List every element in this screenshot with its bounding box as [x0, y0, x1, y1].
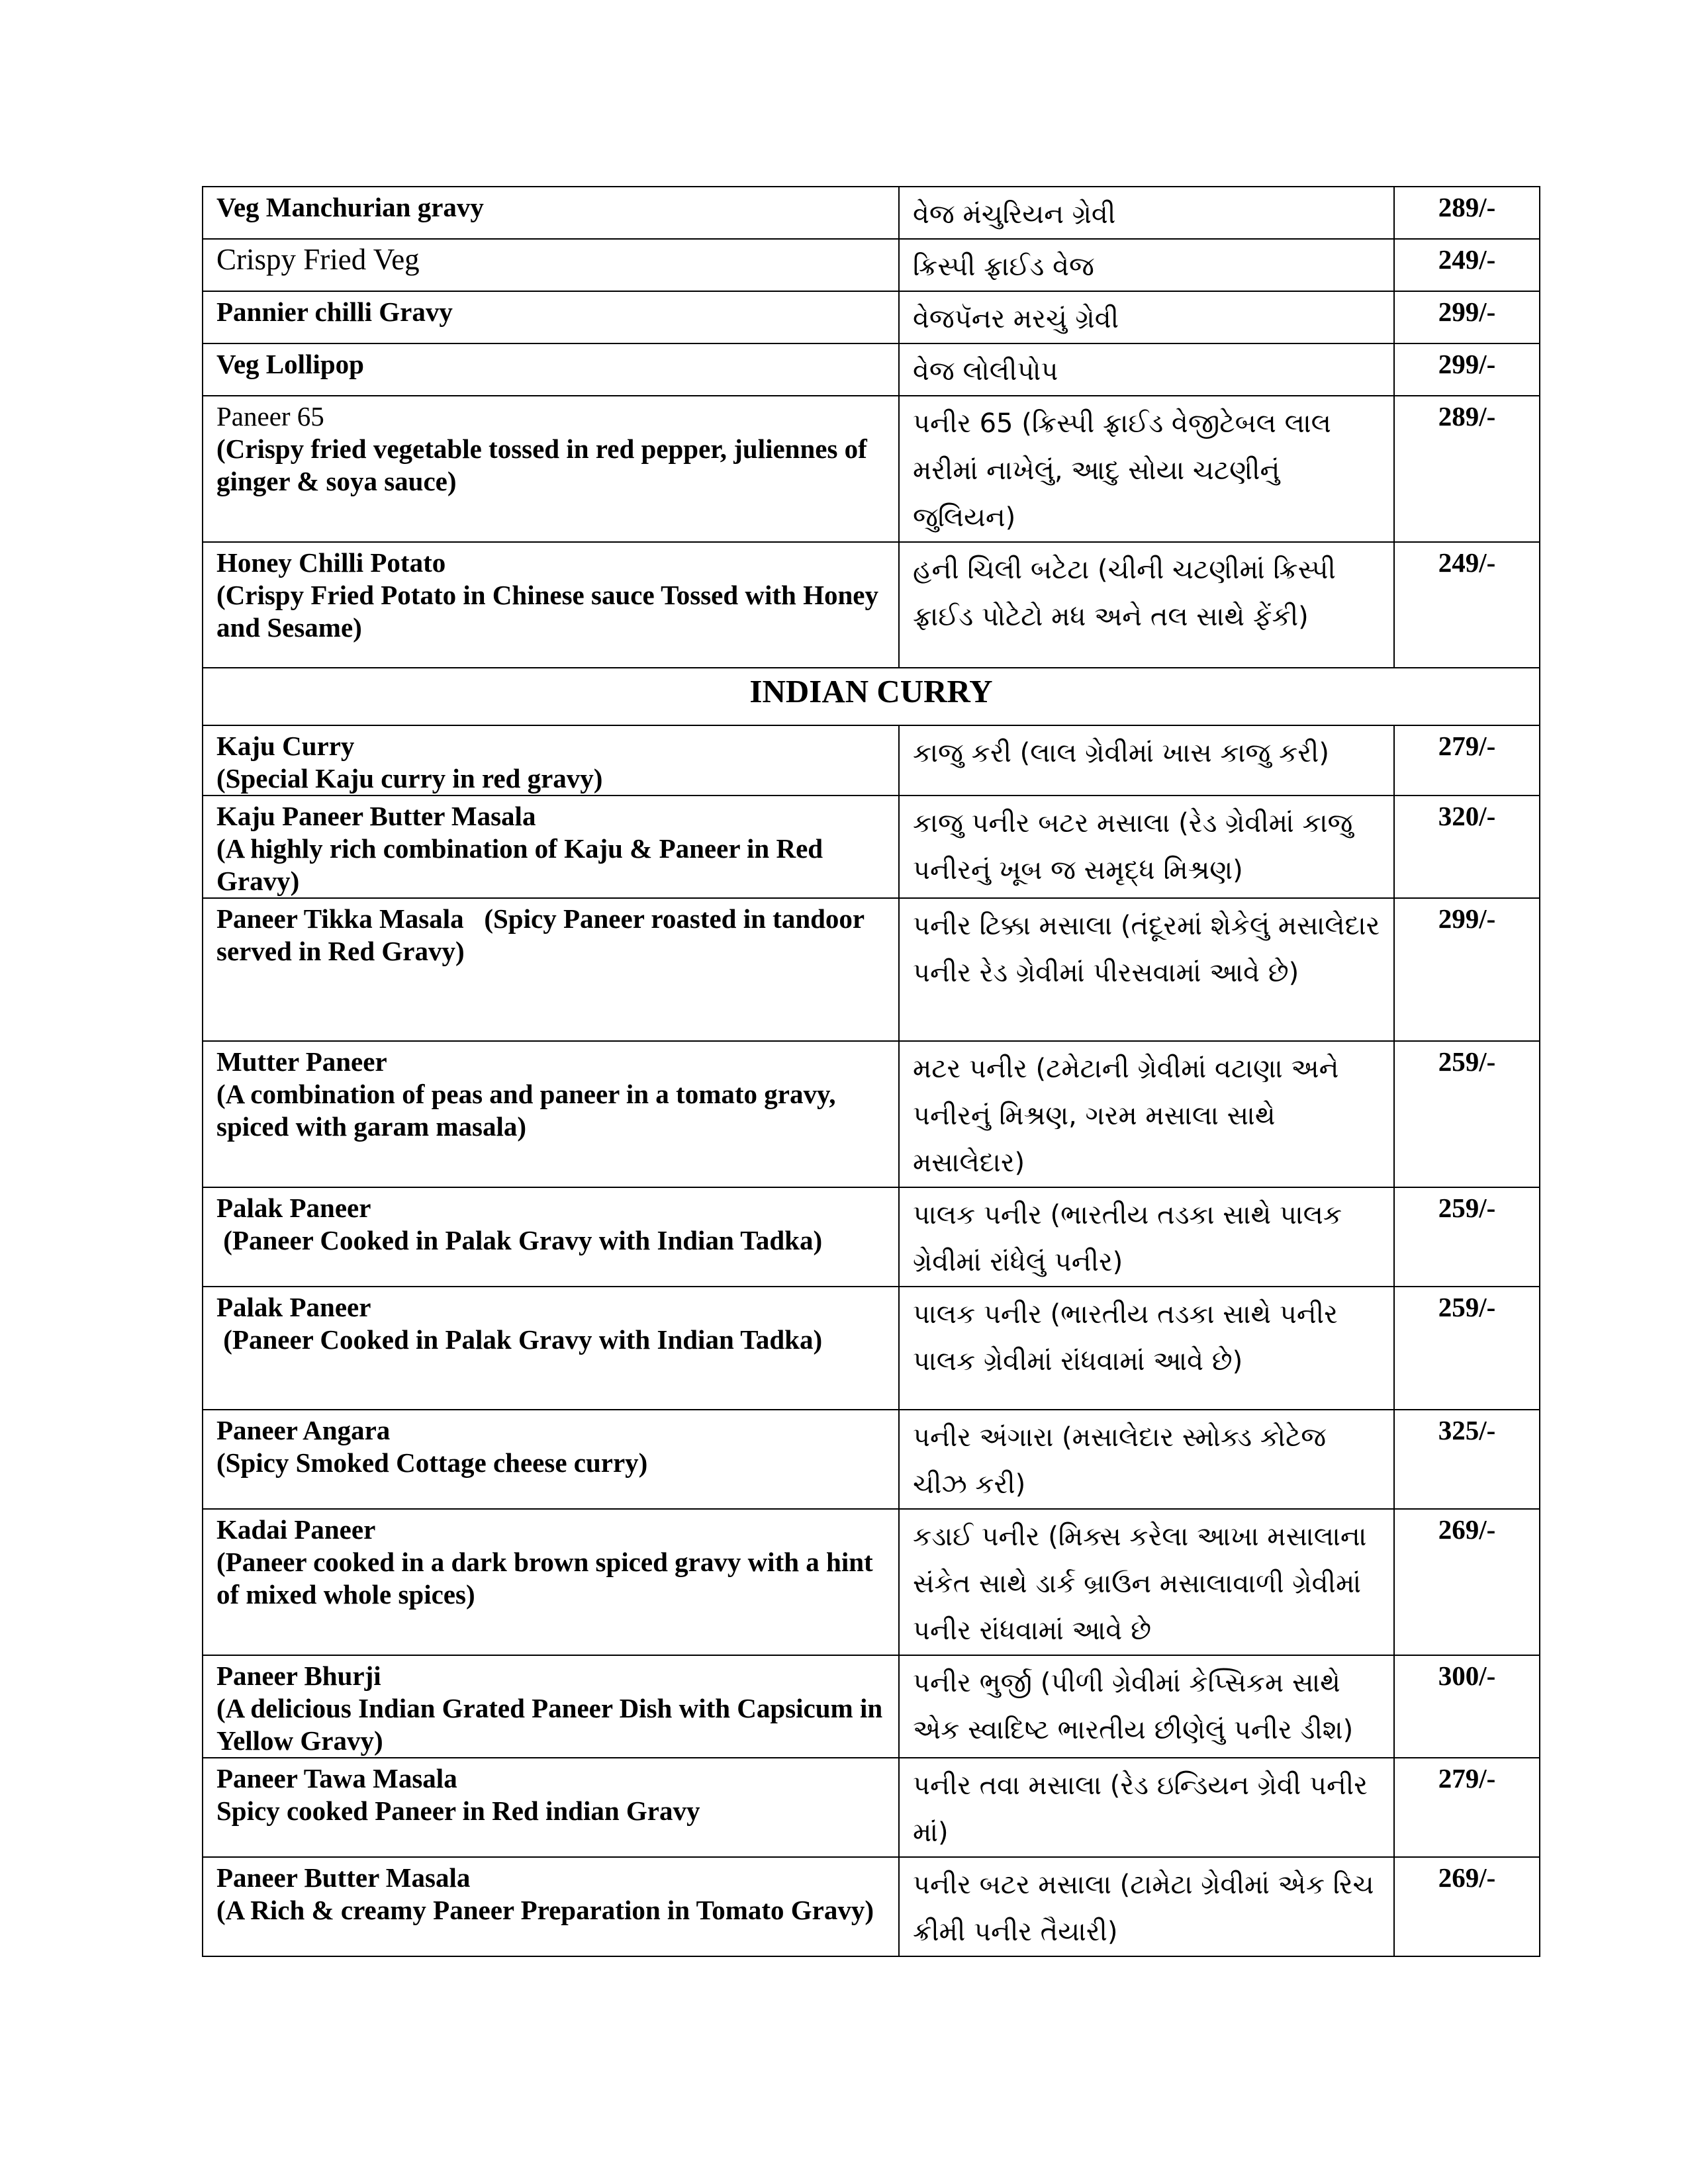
english-cell [203, 725, 899, 796]
gujarati-cell: ક્રિસ્પી ફ્રાઈડ વેજ [899, 239, 1394, 291]
price: 320/- [1394, 796, 1540, 898]
table-row [203, 542, 1540, 668]
english-cell [203, 1509, 899, 1655]
price: 249/- [1394, 542, 1540, 668]
dish-name: Paneer Tawa Masala [216, 1763, 457, 1794]
dish-name: Paneer Butter Masala [216, 1862, 471, 1893]
table-row [203, 187, 1540, 239]
gujarati-cell: કડાઈ પનીર (મિક્સ કરેલા આખા મસાલાના સંકેત સાથે ડાર્ક બ્રાઉન મસાલાવાળી ગ્રેવીમાં પનીર રાંધવામાં આવે છે [899, 1509, 1394, 1655]
dish-name: Crispy Fried Veg [216, 243, 420, 276]
table-row [203, 1041, 1540, 1187]
dish-description: (Crispy Fried Potato in Chinese sauce Tossed with Honey and Sesame) [216, 580, 886, 643]
gujarati-cell: પનીર ભુર્જી (પીળી ગ્રેવીમાં કેપ્સિકમ સાથે એક સ્વાદિષ્ટ ભારતીય છીણેલું પનીર ડીશ) [899, 1655, 1394, 1758]
english-cell [203, 1187, 899, 1287]
dish-description: (Paneer cooked in a dark brown spiced gravy with a hint of mixed whole spices) [216, 1547, 880, 1610]
price: 259/- [1394, 1187, 1540, 1287]
table-row [203, 1187, 1540, 1287]
dish-name: Paneer Tikka Masala (Spicy Paneer roasted in tandoor served in Red Gravy) [216, 903, 871, 966]
gujarati-cell: પનીર અંગારા (મસાલેદાર સ્મોક્ડ કોટેજ ચીઝ કરી) [899, 1410, 1394, 1509]
dish-name: Paneer Angara [216, 1415, 391, 1445]
table-row [203, 343, 1540, 396]
table-row [203, 1410, 1540, 1509]
dish-description: (Crispy fried vegetable tossed in red pepper, juliennes of ginger & soya sauce) [216, 433, 874, 496]
dish-description: (A highly rich combination of Kaju & Paneer in Red Gravy) [216, 833, 830, 896]
dish-name: Paneer 65 [216, 401, 324, 432]
price: 299/- [1394, 343, 1540, 396]
dish-name: Veg Lollipop [216, 349, 364, 379]
dish-description: (A delicious Indian Grated Paneer Dish with Capsicum in Yellow Gravy) [216, 1693, 888, 1756]
english-cell [203, 1287, 899, 1410]
price: 299/- [1394, 291, 1540, 343]
table-row [203, 1655, 1540, 1758]
english-cell [203, 291, 899, 343]
price: 299/- [1394, 898, 1540, 1041]
table-row [203, 239, 1540, 291]
table-row [203, 898, 1540, 1041]
gujarati-cell: પનીર ટિક્કા મસાલા (તંદૂરમાં શેકેલું મસાલેદાર પનીર રેડ ગ્રેવીમાં પીરસવામાં આવે છે) [899, 898, 1394, 1041]
gujarati-cell: વેજ મંચુરિયન ગ્રેવી [899, 187, 1394, 239]
price: 269/- [1394, 1509, 1540, 1655]
menu-table [202, 186, 1540, 1957]
english-cell [203, 1655, 899, 1758]
english-cell [203, 187, 899, 239]
price: 279/- [1394, 1758, 1540, 1857]
gujarati-cell: પાલક પનીર (ભારતીય તડકા સાથે પાલક ગ્રેવીમાં રાંધેલું પનીર) [899, 1187, 1394, 1287]
table-row [203, 1857, 1540, 1956]
table-row [203, 1758, 1540, 1857]
price: 279/- [1394, 725, 1540, 796]
table-row [203, 396, 1540, 542]
gujarati-cell: મટર પનીર (ટમેટાની ગ્રેવીમાં વટાણા અને પનીરનું મિશ્રણ, ગરમ મસાલા સાથે મસાલેદાર) [899, 1041, 1394, 1187]
section-title: INDIAN CURRY [203, 668, 1540, 725]
gujarati-cell: પનીર 65 (ક્રિસ્પી ફ્રાઈડ વેજીટેબલ લાલ મરીમાં નાખેલું, આદુ સોયા ચટણીનું જુલિયન) [899, 396, 1394, 542]
dish-name: Veg Manchurian gravy [216, 192, 484, 222]
gujarati-cell: વેજ લોલીપોપ [899, 343, 1394, 396]
english-cell [203, 542, 899, 668]
table-row [203, 291, 1540, 343]
dish-description: (Spicy Smoked Cottage cheese curry) [216, 1447, 648, 1478]
price: 259/- [1394, 1041, 1540, 1187]
gujarati-cell: કાજુ પનીર બટર મસાલા (રેડ ગ્રેવીમાં કાજુ પનીરનું ખૂબ જ સમૃદ્ધ મિશ્રણ) [899, 796, 1394, 898]
price: 325/- [1394, 1410, 1540, 1509]
dish-name: Paneer Bhurji [216, 1661, 381, 1691]
price: 289/- [1394, 396, 1540, 542]
dish-description: (Special Kaju curry in red gravy) [216, 763, 603, 794]
english-cell [203, 1041, 899, 1187]
dish-name: Kadai Paneer [216, 1514, 376, 1545]
english-cell [203, 1758, 899, 1857]
english-cell [203, 1857, 899, 1956]
price: 249/- [1394, 239, 1540, 291]
gujarati-cell: હની ચિલી બટેટા (ચીની ચટણીમાં ક્રિસ્પી ફ્રાઈડ પોટેટો મધ અને તલ સાથે ફેંકી) [899, 542, 1394, 668]
dish-description: (A combination of peas and paneer in a tomato gravy, spiced with garam masala) [216, 1079, 843, 1142]
gujarati-cell: પનીર તવા મસાલા (રેડ ઇન્ડિયન ગ્રેવી પનીર માં) [899, 1758, 1394, 1857]
gujarati-cell: પાલક પનીર (ભારતીય તડકા સાથે પનીર પાલક ગ્રેવીમાં રાંધવામાં આવે છે) [899, 1287, 1394, 1410]
dish-description: (Paneer Cooked in Palak Gravy with Indian Tadka) [216, 1225, 823, 1255]
dish-description: Spicy cooked Paneer in Red indian Gravy [216, 1796, 700, 1826]
dish-name: Palak Paneer [216, 1292, 371, 1322]
dish-name: Palak Paneer [216, 1193, 371, 1223]
table-row [203, 1509, 1540, 1655]
dish-name: Pannier chilli Gravy [216, 296, 453, 327]
dish-name: Honey Chilli Potato [216, 547, 446, 578]
table-row [203, 796, 1540, 898]
dish-description: (A Rich & creamy Paneer Preparation in Tomato Gravy) [216, 1895, 874, 1925]
english-cell [203, 343, 899, 396]
price: 300/- [1394, 1655, 1540, 1758]
dish-name: Kaju Curry [216, 731, 355, 761]
gujarati-cell: વેજપૅનર મરચું ગ્રેવી [899, 291, 1394, 343]
section-header-row [203, 668, 1540, 725]
english-cell [203, 1410, 899, 1509]
english-cell [203, 796, 899, 898]
price: 259/- [1394, 1287, 1540, 1410]
dish-name: Mutter Paneer [216, 1046, 387, 1077]
table-row [203, 1287, 1540, 1410]
price: 269/- [1394, 1857, 1540, 1956]
english-cell [203, 239, 899, 291]
dish-name: Kaju Paneer Butter Masala [216, 801, 536, 831]
table-row [203, 725, 1540, 796]
gujarati-cell: કાજુ કરી (લાલ ગ્રેવીમાં ખાસ કાજુ કરી) [899, 725, 1394, 796]
english-cell [203, 396, 899, 542]
price: 289/- [1394, 187, 1540, 239]
english-cell [203, 898, 899, 1041]
gujarati-cell: પનીર બટર મસાલા (ટામેટા ગ્રેવીમાં એક રિચ ક્રીમી પનીર તૈયારી) [899, 1857, 1394, 1956]
dish-description: (Paneer Cooked in Palak Gravy with Indian Tadka) [216, 1324, 823, 1355]
